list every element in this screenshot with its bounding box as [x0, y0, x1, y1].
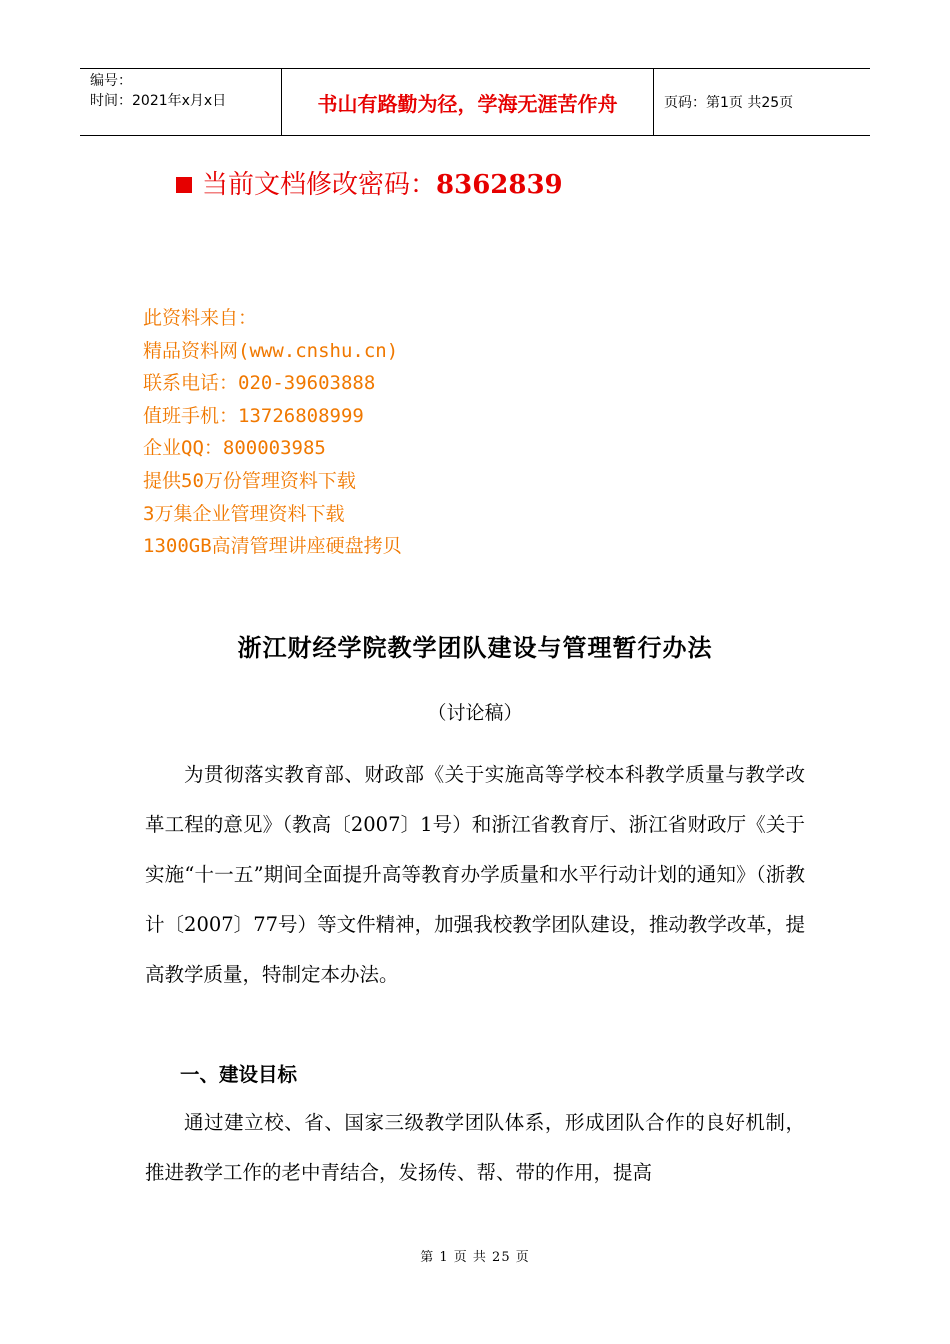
document-title: 浙江财经学院教学团队建设与管理暂行办法: [237, 633, 713, 662]
section-heading: 一、建设目标: [180, 1063, 298, 1086]
square-bullet-icon: [176, 177, 192, 193]
document-time-label: 时间：2021年x月x日: [90, 93, 227, 109]
promo-line: 此资料来自：: [143, 307, 258, 329]
page-footer: 第 1 页 共 25 页: [420, 1250, 530, 1265]
document-subtitle: （讨论稿）: [427, 702, 523, 724]
password-label: 当前文档修改密码：: [202, 170, 437, 200]
body-paragraph: 通过建立校、省、国家三级教学团队体系，形成团队合作的良好机制，推进教学工作的老中青结合，发扬传、帮、带的作用，提高: [145, 1111, 805, 1184]
promo-line: 值班手机：13726808999: [143, 404, 364, 427]
body-paragraph: 为贯彻落实教育部、财政部《关于实施高等学校本科教学质量与教学改革工程的意见》（教高〔2007〕1号）和浙江省教育厅、浙江省财政厅《关于实施“十一五”期间全面提升高等教育办学质量和水平行动计划的通知》（浙教计〔2007〕77号）等文件精神，加强我校教学团队建设，推动教学改革，提高教学质量，特制定本办法。: [145, 763, 805, 986]
promo-line: 提供50万份管理资料下载: [143, 469, 356, 492]
promo-line: 企业QQ：800003985: [143, 437, 326, 460]
page-header: [80, 68, 870, 136]
promo-line: 联系电话：020-39603888: [143, 372, 376, 395]
password-notice: [176, 168, 563, 202]
promo-line: 精品资料网(www.cnshu.cn): [143, 339, 399, 362]
header-meta: [80, 69, 282, 135]
password-code: 8362839: [436, 170, 563, 200]
promo-block: [143, 302, 402, 563]
promo-line: 1300GB高清管理讲座硬盘拷贝: [143, 535, 402, 558]
header-page-info: 页码：第1页 共25页: [664, 95, 794, 111]
promo-line: 3万集企业管理资料下载: [143, 502, 345, 525]
header-motto: 书山有路勤为径，学海无涯苦作舟: [282, 69, 654, 135]
document-number-label: 编号：: [90, 73, 132, 89]
